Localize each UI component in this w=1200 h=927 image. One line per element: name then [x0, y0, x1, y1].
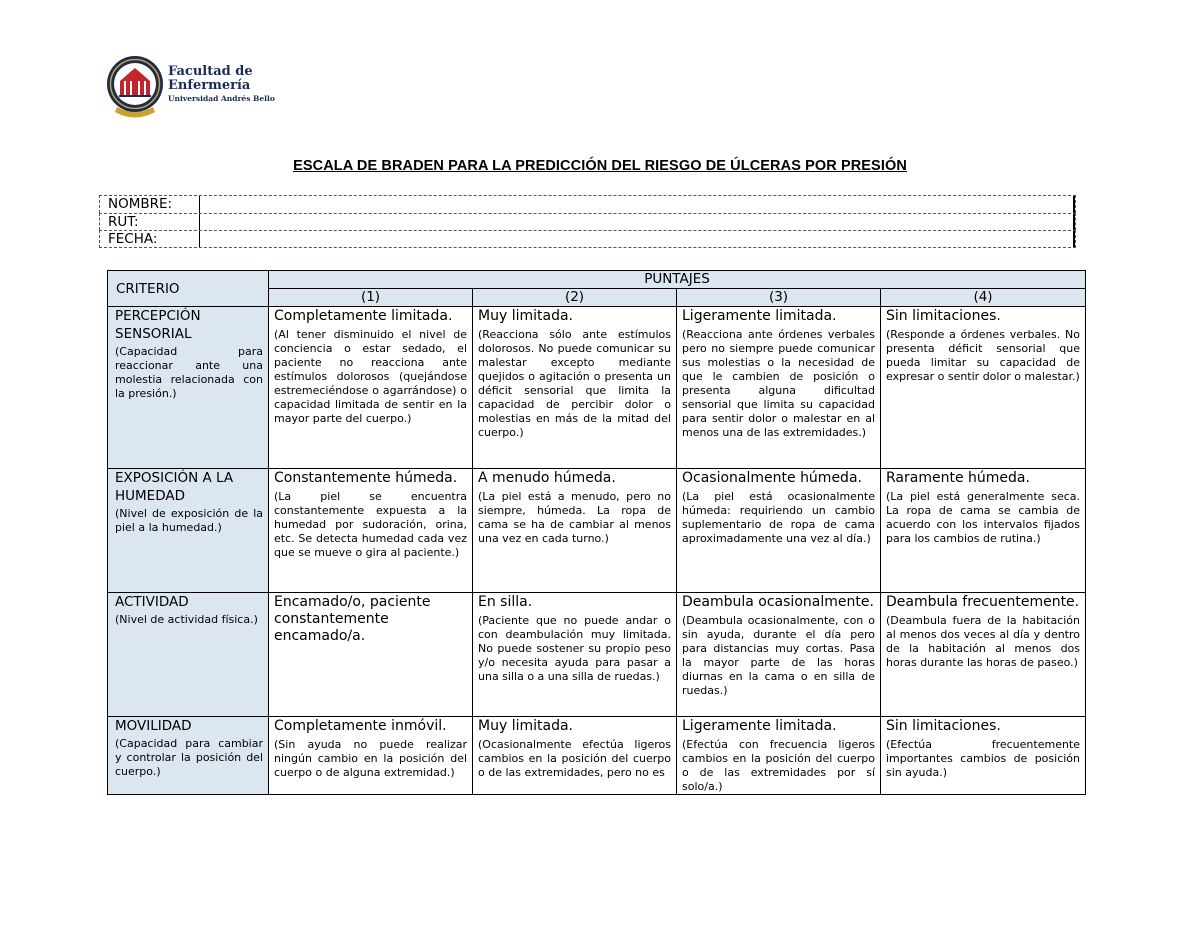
criterio-header: CRITERIO [108, 271, 269, 307]
criterion-cell [108, 469, 269, 593]
table-row [108, 307, 1086, 469]
criterion-name: PERCEPCIÓN SENSORIAL [115, 308, 201, 342]
score-cell[interactable] [881, 307, 1086, 469]
braden-scale-table [107, 270, 1086, 795]
criterion-desc: (Capacidad para reaccionar ante una molestia relacionada con la presión.) [115, 345, 263, 400]
level-desc: (Sin ayuda no puede realizar ningún cambio en la posición del cuerpo o de alguna extremidad.) [274, 738, 467, 779]
level-desc: (Ocasionalmente efectúa ligeros cambios en la posición del cuerpo o de las extremidades, pero no es [478, 738, 671, 779]
logo-line-1: Facultad de [168, 64, 253, 79]
score-cell[interactable] [677, 469, 881, 593]
level-title: Sin limitaciones. [886, 718, 1001, 734]
level-title: Completamente inmóvil. [274, 718, 447, 734]
level-desc: (La piel está ocasionalmente húmeda: requiriendo un cambio suplementario de ropa de cama aproximadamente una vez al día.) [682, 490, 875, 545]
criterion-cell [108, 307, 269, 469]
nombre-field[interactable] [200, 196, 1075, 213]
score-cell[interactable] [473, 717, 677, 795]
fecha-label: FECHA: [100, 231, 200, 247]
logo-line-3: Universidad Andrés Bello [168, 94, 275, 103]
level-desc: (Efectúa frecuentemente importantes cambios de posición sin ayuda.) [886, 738, 1081, 779]
level-title: Encamado/o, paciente constantemente encamado/a. [274, 594, 431, 644]
level-title: Ocasionalmente húmeda. [682, 470, 862, 486]
faculty-logo [106, 53, 276, 121]
score-cell[interactable] [473, 307, 677, 469]
criterion-desc: (Capacidad para cambiar y controlar la posición del cuerpo.) [115, 737, 263, 778]
criterion-name: MOVILIDAD [115, 718, 192, 734]
score-cell[interactable] [269, 717, 473, 795]
level-title: Muy limitada. [478, 308, 573, 324]
level-title: A menudo húmeda. [478, 470, 616, 486]
level-desc: (La piel se encuentra constantemente expuesta a la humedad por sudoración, orina, etc. Se detecta humedad cada vez que se mueve o gira al paciente.) [274, 490, 467, 559]
criterion-cell [108, 593, 269, 717]
score-header-1: (1) [269, 289, 473, 307]
id-row-fecha [99, 230, 1076, 248]
criterion-desc: (Nivel de exposición de la piel a la humedad.) [115, 507, 263, 534]
score-header-3: (3) [677, 289, 881, 307]
score-cell[interactable] [269, 469, 473, 593]
criterion-desc: (Nivel de actividad física.) [115, 613, 258, 626]
level-desc: (La piel está generalmente seca. La ropa de cama se cambia de acuerdo con los intervalos fijados para los cambios de rutina.) [886, 490, 1081, 545]
logo-line-2: Enfermería [168, 78, 251, 93]
level-title: Muy limitada. [478, 718, 573, 734]
level-title: En silla. [478, 594, 533, 610]
score-cell[interactable] [269, 593, 473, 717]
level-desc: (Al tener disminuido el nivel de conciencia o estar sedado, el paciente no reacciona ante estímulos dolorosos (quejándose estremeciéndose o agarrándose) o capacidad limitada de sentir en la mayor parte del cuerpo.) [274, 328, 467, 425]
level-title: Deambula frecuentemente. [886, 594, 1080, 610]
level-desc: (Paciente que no puede andar o con deambulación muy limitada. No puede sostener su propio peso y/o necesita ayuda para pasar a una silla o a una silla de ruedas.) [478, 614, 671, 683]
level-desc: (La piel está a menudo, pero no siempre, húmeda. La ropa de cama se ha de cambiar al menos una vez en cada turno.) [478, 490, 671, 545]
score-cell[interactable] [473, 593, 677, 717]
score-cell[interactable] [881, 469, 1086, 593]
score-cell[interactable] [473, 469, 677, 593]
level-title: Ligeramente limitada. [682, 308, 837, 324]
table-row [108, 717, 1086, 795]
id-row-nombre [99, 195, 1076, 213]
level-title: Completamente limitada. [274, 308, 453, 324]
patient-id-fields [99, 195, 1076, 248]
fecha-field[interactable] [200, 231, 1075, 247]
table-row [108, 593, 1086, 717]
score-cell[interactable] [881, 717, 1086, 795]
document-title: ESCALA DE BRADEN PARA LA PREDICCIÓN DEL RIESGO DE ÚLCERAS POR PRESIÓN [293, 158, 907, 174]
level-title: Raramente húmeda. [886, 470, 1030, 486]
nombre-label: NOMBRE: [100, 196, 200, 213]
puntajes-header: PUNTAJES [269, 271, 1086, 289]
level-title: Ligeramente limitada. [682, 718, 837, 734]
level-desc: (Efectúa con frecuencia ligeros cambios en la posición del cuerpo o de las extremidades por sí solo/a.) [682, 738, 875, 793]
id-row-rut [99, 213, 1076, 231]
criterion-name: ACTIVIDAD [115, 594, 189, 610]
level-desc: (Responde a órdenes verbales. No presenta déficit sensorial que pueda limitar su capacidad de expresar o sentir dolor o malestar.) [886, 328, 1081, 383]
score-cell[interactable] [677, 307, 881, 469]
level-desc: (Reacciona ante órdenes verbales pero no siempre puede comunicar sus molestias o la necesidad de que le cambien de posición o presenta alguna dificultad sensorial que limita su capacidad para sentir dolor o malestar en al menos una de las extremidades.) [682, 328, 875, 439]
criterion-name: EXPOSICIÓN A LA HUMEDAD [115, 470, 234, 504]
score-cell[interactable] [269, 307, 473, 469]
table-row [108, 469, 1086, 593]
score-cell[interactable] [677, 717, 881, 795]
level-title: Deambula ocasionalmente. [682, 594, 874, 610]
score-cell[interactable] [677, 593, 881, 717]
criterion-cell [108, 717, 269, 795]
score-header-4: (4) [881, 289, 1086, 307]
score-header-2: (2) [473, 289, 677, 307]
score-cell[interactable] [881, 593, 1086, 717]
level-desc: (Deambula fuera de la habitación al menos dos veces al día y dentro de la habitación al menos dos horas durante las horas de paseo.) [886, 614, 1081, 669]
level-title: Constantemente húmeda. [274, 470, 458, 486]
rut-field[interactable] [200, 214, 1075, 231]
faculty-seal-icon [106, 53, 164, 121]
rut-label: RUT: [100, 214, 200, 231]
level-desc: (Reacciona sólo ante estímulos dolorosos. No puede comunicar su malestar excepto mediante quejidos o agitación o presenta un déficit sensorial que limita la capacidad de percibir dolor o molestias en más de la mitad del cuerpo.) [478, 328, 671, 439]
level-title: Sin limitaciones. [886, 308, 1001, 324]
level-desc: (Deambula ocasionalmente, con o sin ayuda, durante el día pero para distancias muy cortas. Pasa la mayor parte de las horas diurnas en la cama o en silla de ruedas.) [682, 614, 875, 697]
